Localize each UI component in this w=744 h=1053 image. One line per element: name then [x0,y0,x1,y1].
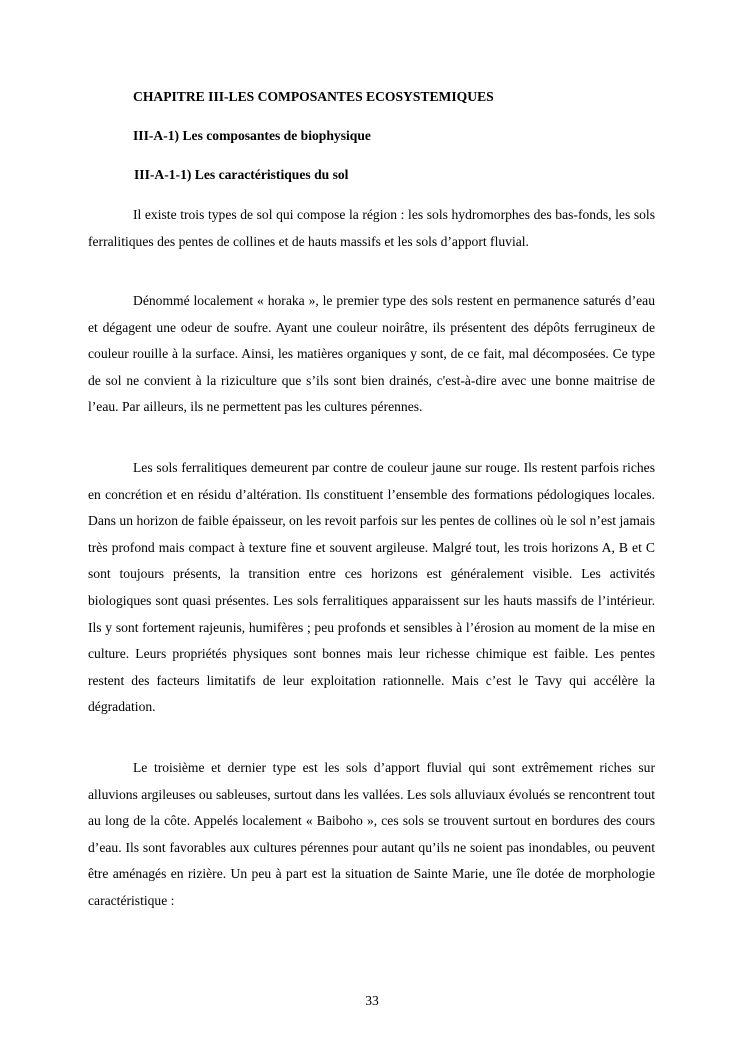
paragraph-fluvial-soils: Le troisième et dernier type est les sols d’apport fluvial qui sont extrêmement riches sur alluvions argileuses ou sableuses, surtout dans les vallées. Les sols alluviaux évolués se rencontrent tout au long de la côte. Appelés localement « Baiboho », ces sols se trouvent surtout en bordures des cours d’eau. Ils sont favorables aux cultures pérennes pour autant qu’ils ne soient pas inondables, ou peuvent être aménagés en rizière. Un peu à part est la situation de Sainte Marie, une île dotée de morphologie caractéristique : [88,760,655,908]
paragraph-horaka: Dénommé localement « horaka », le premier type des sols restent en permanence saturés d’eau et dégagent une odeur de soufre. Ayant une couleur noirâtre, ils présentent des dépôts ferrugineux de couleur rouille à la surface. Ainsi, les matières organiques y sont, de ce fait, mal décomposées. Ce type de sol ne convient à la riziculture que s’ils sont bien drainés, c'est-à-dire avec une bonne maitrise de l’eau. Par ailleurs, ils ne permettent pas les cultures pérennes. [88,293,655,415]
chapter-title: CHAPITRE III-LES COMPOSANTES ECOSYSTEMIQUES [133,89,494,104]
paragraph-ferralitic-soils: Les sols ferralitiques demeurent par contre de couleur jaune sur rouge. Ils restent parfois riches en concrétion et en résidu d’altération. Ils constituent l’ensemble des formations pédologiques locales. Dans un horizon de faible épaisseur, on les revoit parfois sur les pentes de collines où le sol n’est jamais très profond mais compact à texture fine et souvent argileuse. Malgré tout, les trois horizons A, B et C sont toujours présents, la transition entre ces horizons est généralement visible. Les activités biologiques sont quasi présentes. Les sols ferralitiques apparaissent sur les hauts massifs de l’intérieur. Ils y sont fortement rajeunis, humifères ; peu profonds et sensibles à l’érosion au moment de la mise en culture. Leurs propriétés physiques sont bonnes mais leur richesse chimique est faible. Les pentes restent des facteurs limitatifs de leur exploitation rationnelle. Mais c’est le Tavy qui accélère la dégradation. [88,460,655,715]
page-number: 33 [365,993,379,1008]
subsection-title: III-A-1-1) Les caractéristiques du sol [134,167,349,182]
paragraph-soil-types: Il existe trois types de sol qui compose la région : les sols hydromorphes des bas-fonds, les sols ferralitiques des pentes de collines et de hauts massifs et les sols d’apport fluvial. [88,207,655,249]
section-title: III-A-1) Les composantes de biophysique [133,128,371,143]
